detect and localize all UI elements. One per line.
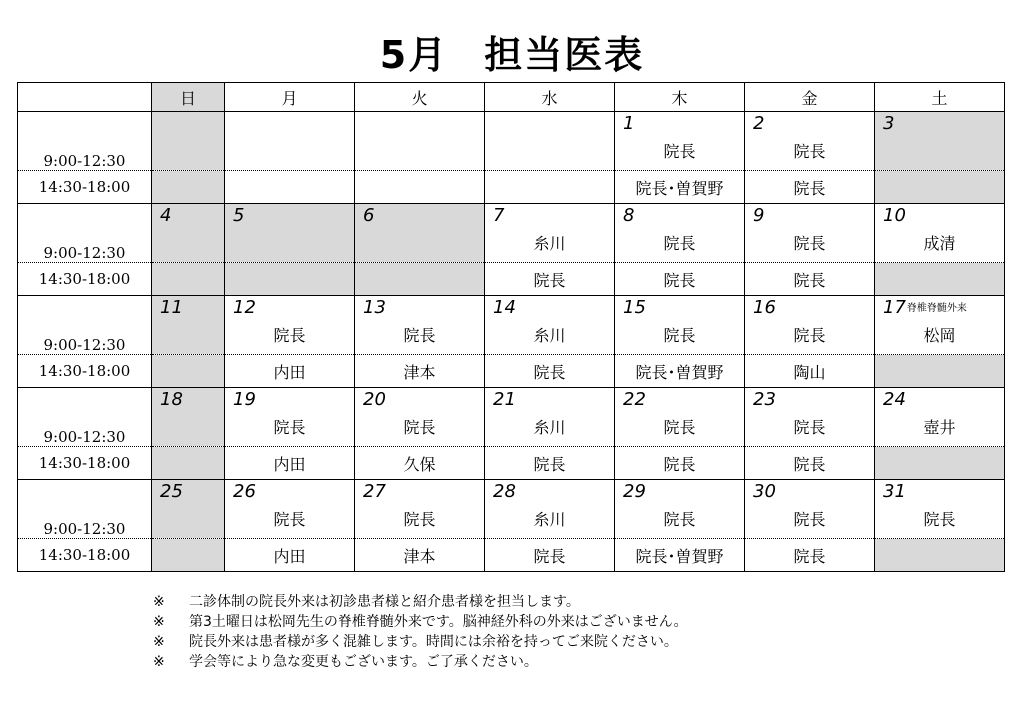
am-doctor: 壺井	[923, 418, 956, 437]
day-am-cell	[615, 296, 745, 355]
date-number	[753, 391, 776, 409]
note-text: 院長外来は患者様が多く混雑します。時間には余裕を持ってご来院ください。	[189, 634, 678, 650]
week-am-row	[18, 296, 1005, 355]
day-am-cell	[152, 204, 225, 263]
day-am-cell	[152, 480, 225, 539]
am-doctor: 院長	[663, 326, 696, 345]
day-pm-cell	[152, 355, 225, 388]
date-value: 25	[160, 481, 183, 502]
day-pm-cell	[745, 171, 875, 204]
day-am-cell	[485, 296, 615, 355]
day-pm-cell	[745, 539, 875, 572]
note-text: 第3土曜日は松岡先生の脊椎脊髄外来です。脳神経外科の外来はございません。	[189, 614, 688, 630]
note-line	[153, 592, 688, 612]
note-line	[153, 612, 688, 632]
date-value: 29	[623, 481, 646, 502]
date-number	[623, 391, 646, 409]
time-am-label: 9:00-12:30	[18, 204, 152, 263]
note-text: 学会等により急な変更もございます。ご了承ください。	[189, 654, 538, 670]
day-am-cell	[485, 204, 615, 263]
date-number	[493, 207, 504, 225]
date-value: 23	[753, 389, 776, 410]
day-pm-cell	[485, 447, 615, 480]
week-am-row	[18, 480, 1005, 539]
day-am-cell	[875, 480, 1005, 539]
note-text: 二診体制の院長外来は初診患者様と紹介患者様を担当します。	[189, 594, 580, 610]
title-month: 5月	[379, 33, 449, 77]
am-doctor: 院長	[273, 510, 306, 529]
date-number	[363, 483, 386, 501]
pm-doctor: 院長	[533, 362, 566, 382]
date-number	[233, 207, 244, 225]
pm-doctor: 院長	[533, 546, 566, 566]
date-value: 7	[493, 205, 505, 226]
date-number	[493, 299, 516, 317]
week-am-row	[18, 204, 1005, 263]
date-number	[160, 391, 183, 409]
pm-doctor: 院長･曽賀野	[635, 362, 724, 382]
date-number	[363, 207, 374, 225]
day-pm-cell	[152, 171, 225, 204]
time-pm-label: 14:30-18:00	[18, 263, 152, 296]
pm-doctor: 内田	[273, 546, 306, 566]
day-am-cell	[355, 296, 485, 355]
pm-doctor: 院長	[663, 270, 696, 290]
am-doctor: 院長	[273, 418, 306, 437]
day-am-cell	[615, 480, 745, 539]
note-line	[153, 632, 688, 652]
am-doctor: 糸川	[533, 418, 566, 437]
date-value: 27	[363, 481, 386, 502]
date-value: 3	[883, 113, 895, 134]
weekday-sat: 土	[875, 83, 1005, 112]
day-pm-cell	[355, 263, 485, 296]
week-pm-row	[18, 263, 1005, 296]
day-pm-cell	[875, 447, 1005, 480]
date-value: 16	[753, 297, 776, 318]
date-number	[233, 391, 256, 409]
day-am-cell	[485, 112, 615, 171]
date-value: 22	[623, 389, 646, 410]
pm-doctor: 津本	[403, 546, 436, 566]
date-value: 8	[623, 205, 635, 226]
pm-doctor: 院長	[533, 454, 566, 474]
day-pm-cell	[152, 263, 225, 296]
clinic-note: 脊椎脊髄外来	[906, 303, 967, 314]
date-number	[623, 207, 634, 225]
date-value: 5	[233, 205, 245, 226]
day-am-cell	[875, 204, 1005, 263]
day-am-cell	[152, 296, 225, 355]
date-number	[883, 115, 894, 133]
am-doctor: 糸川	[533, 234, 566, 253]
day-pm-cell	[745, 447, 875, 480]
pm-doctor: 院長	[533, 270, 566, 290]
week-pm-row	[18, 355, 1005, 388]
am-doctor: 院長	[793, 510, 826, 529]
day-pm-cell	[152, 447, 225, 480]
day-am-cell	[485, 388, 615, 447]
pm-doctor: 院長	[793, 270, 826, 290]
week-am-row	[18, 112, 1005, 171]
time-pm-label: 14:30-18:00	[18, 447, 152, 480]
day-pm-cell	[485, 171, 615, 204]
day-pm-cell	[615, 171, 745, 204]
weekday-wed: 水	[485, 83, 615, 112]
day-am-cell	[615, 204, 745, 263]
day-pm-cell	[485, 539, 615, 572]
pm-doctor: 院長	[663, 454, 696, 474]
day-am-cell	[745, 388, 875, 447]
day-am-cell	[355, 480, 485, 539]
time-am-label: 9:00-12:30	[18, 480, 152, 539]
weekday-tue: 火	[355, 83, 485, 112]
day-pm-cell	[615, 447, 745, 480]
weekday-sun: 日	[152, 83, 225, 112]
day-pm-cell	[225, 171, 355, 204]
day-pm-cell	[745, 263, 875, 296]
date-number	[883, 483, 906, 501]
day-pm-cell	[615, 263, 745, 296]
weekday-header-row	[18, 83, 1005, 112]
weekday-fri: 金	[745, 83, 875, 112]
week-pm-row	[18, 539, 1005, 572]
time-pm-label: 14:30-18:00	[18, 539, 152, 572]
day-am-cell	[225, 112, 355, 171]
am-doctor: 院長	[663, 142, 696, 161]
day-am-cell	[745, 204, 875, 263]
date-value: 2	[753, 113, 765, 134]
day-pm-cell	[355, 355, 485, 388]
day-am-cell	[355, 388, 485, 447]
day-am-cell	[615, 112, 745, 171]
title-label: 担当医表	[484, 33, 645, 77]
pm-doctor: 内田	[273, 454, 306, 474]
am-doctor: 糸川	[533, 326, 566, 345]
day-pm-cell	[485, 263, 615, 296]
date-value: 31	[883, 481, 906, 502]
date-number	[753, 483, 776, 501]
schedule-table	[17, 82, 1005, 572]
am-doctor: 糸川	[533, 510, 566, 529]
note-mark: ※	[153, 614, 165, 630]
am-doctor: 院長	[663, 418, 696, 437]
schedule-body	[18, 112, 1005, 572]
pm-doctor: 久保	[403, 454, 436, 474]
date-value: 9	[753, 205, 765, 226]
date-number	[363, 391, 386, 409]
date-number	[883, 299, 967, 317]
pm-doctor: 内田	[273, 362, 306, 382]
date-number	[623, 483, 646, 501]
date-number	[753, 299, 776, 317]
am-doctor: 院長	[663, 234, 696, 253]
day-pm-cell	[875, 539, 1005, 572]
time-pm-label: 14:30-18:00	[18, 171, 152, 204]
date-value: 6	[363, 205, 375, 226]
day-pm-cell	[875, 355, 1005, 388]
day-pm-cell	[875, 171, 1005, 204]
day-pm-cell	[225, 263, 355, 296]
day-am-cell	[355, 112, 485, 171]
am-doctor: 院長	[403, 510, 436, 529]
day-am-cell	[152, 112, 225, 171]
date-number	[623, 115, 634, 133]
date-number	[233, 299, 256, 317]
pm-doctor: 院長･曽賀野	[635, 178, 724, 198]
date-value: 1	[623, 113, 635, 134]
corner-cell	[18, 83, 152, 112]
day-pm-cell	[875, 263, 1005, 296]
day-pm-cell	[355, 171, 485, 204]
date-number	[623, 299, 646, 317]
date-value: 11	[160, 297, 183, 318]
day-am-cell	[152, 388, 225, 447]
date-value: 24	[883, 389, 906, 410]
date-value: 14	[493, 297, 516, 318]
pm-doctor: 院長･曽賀野	[635, 546, 724, 566]
date-value: 10	[883, 205, 906, 226]
date-number	[883, 391, 906, 409]
notes	[153, 592, 688, 672]
date-value: 20	[363, 389, 386, 410]
date-number	[753, 207, 764, 225]
week-am-row	[18, 388, 1005, 447]
am-doctor: 院長	[403, 418, 436, 437]
am-doctor: 院長	[793, 234, 826, 253]
am-doctor: 院長	[793, 142, 826, 161]
day-am-cell	[355, 204, 485, 263]
date-number	[363, 299, 386, 317]
date-value: 13	[363, 297, 386, 318]
pm-doctor: 津本	[403, 362, 436, 382]
pm-doctor: 陶山	[793, 362, 826, 382]
date-value: 17	[883, 297, 906, 318]
pm-doctor: 院長	[793, 546, 826, 566]
pm-doctor: 院長	[793, 178, 826, 198]
week-pm-row	[18, 171, 1005, 204]
date-value: 18	[160, 389, 183, 410]
day-pm-cell	[485, 355, 615, 388]
day-am-cell	[745, 296, 875, 355]
day-am-cell	[225, 480, 355, 539]
date-value: 30	[753, 481, 776, 502]
weekday-mon: 月	[225, 83, 355, 112]
day-pm-cell	[225, 355, 355, 388]
note-mark: ※	[153, 654, 165, 670]
date-number	[160, 483, 183, 501]
date-number	[160, 207, 171, 225]
time-pm-label: 14:30-18:00	[18, 355, 152, 388]
day-am-cell	[485, 480, 615, 539]
day-am-cell	[615, 388, 745, 447]
date-value: 4	[160, 205, 172, 226]
day-pm-cell	[615, 355, 745, 388]
day-pm-cell	[225, 447, 355, 480]
pm-doctor: 院長	[793, 454, 826, 474]
am-doctor: 院長	[923, 510, 956, 529]
time-am-label: 9:00-12:30	[18, 388, 152, 447]
date-number	[493, 391, 516, 409]
am-doctor: 成清	[923, 234, 956, 253]
date-value: 15	[623, 297, 646, 318]
day-am-cell	[875, 296, 1005, 355]
note-line	[153, 652, 688, 672]
date-number	[883, 207, 906, 225]
date-value: 12	[233, 297, 256, 318]
date-number	[753, 115, 764, 133]
date-number	[160, 299, 183, 317]
time-am-label: 9:00-12:30	[18, 112, 152, 171]
date-value: 21	[493, 389, 516, 410]
day-am-cell	[875, 112, 1005, 171]
note-mark: ※	[153, 634, 165, 650]
page-title	[0, 33, 1024, 77]
day-am-cell	[225, 204, 355, 263]
am-doctor: 院長	[403, 326, 436, 345]
am-doctor: 院長	[793, 418, 826, 437]
date-value: 26	[233, 481, 256, 502]
weekday-thu: 木	[615, 83, 745, 112]
date-value: 28	[493, 481, 516, 502]
day-am-cell	[875, 388, 1005, 447]
day-am-cell	[225, 296, 355, 355]
day-am-cell	[745, 480, 875, 539]
note-mark: ※	[153, 594, 165, 610]
day-pm-cell	[355, 447, 485, 480]
week-pm-row	[18, 447, 1005, 480]
day-am-cell	[225, 388, 355, 447]
day-pm-cell	[152, 539, 225, 572]
date-value: 19	[233, 389, 256, 410]
time-am-label: 9:00-12:30	[18, 296, 152, 355]
date-number	[233, 483, 256, 501]
day-pm-cell	[225, 539, 355, 572]
am-doctor: 院長	[793, 326, 826, 345]
am-doctor: 院長	[273, 326, 306, 345]
am-doctor: 院長	[663, 510, 696, 529]
day-pm-cell	[745, 355, 875, 388]
day-pm-cell	[355, 539, 485, 572]
am-doctor: 松岡	[923, 326, 956, 345]
day-pm-cell	[615, 539, 745, 572]
day-am-cell	[745, 112, 875, 171]
date-number	[493, 483, 516, 501]
